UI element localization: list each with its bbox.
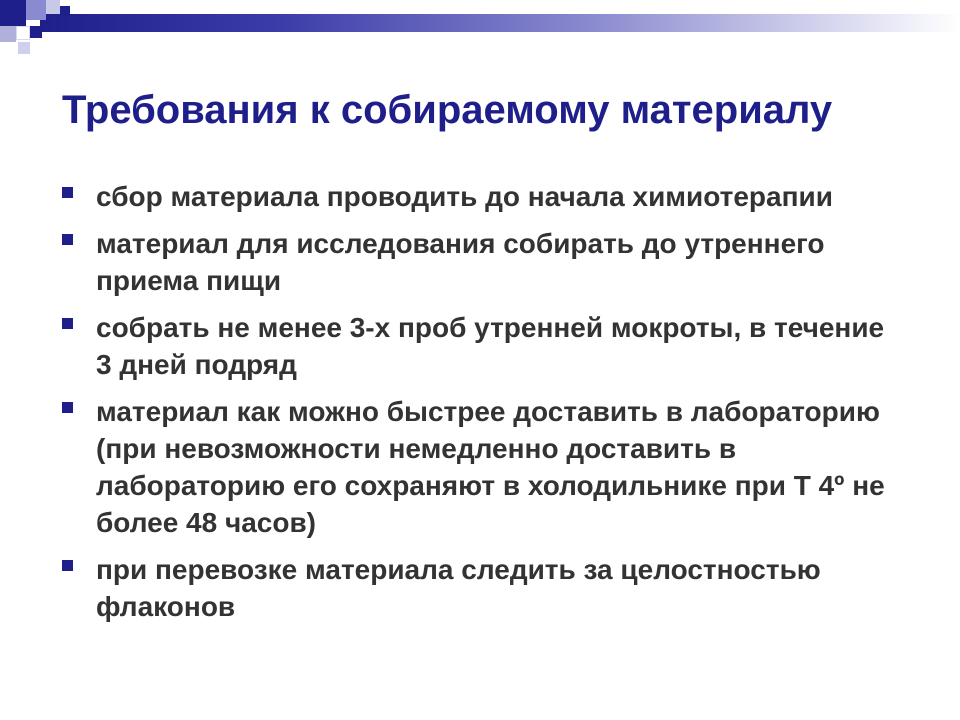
- slide-title: Требования к собираемому материалу: [62, 88, 833, 132]
- bullet-item: [62, 309, 902, 383]
- decor-square-4: [0, 26, 16, 42]
- decor-square-8: [60, 6, 70, 16]
- square-bullet-icon: [62, 234, 73, 245]
- square-bullet-icon: [62, 318, 73, 329]
- decor-square-2: [26, 0, 46, 20]
- bullet-item: [62, 551, 902, 625]
- bullet-item: [62, 225, 902, 299]
- bullet-text: материал для исследования собирать до утреннего приема пищи: [96, 228, 825, 296]
- square-bullet-icon: [62, 560, 73, 571]
- square-bullet-icon: [62, 402, 73, 413]
- bullet-item: [62, 393, 902, 541]
- bullet-text: материал как можно быстрее доставить в лабораторию (при невозможности немедленно доставить в лабораторию его сохраняют в холодильнике при Т 4º не более 48 часов): [96, 396, 885, 538]
- decor-square-3: [46, 0, 60, 14]
- decor-square-6: [30, 26, 42, 38]
- bullet-text: сбор материала проводить до начала химиотерапии: [96, 181, 833, 212]
- decor-square-1: [0, 0, 26, 26]
- bullet-list: [62, 178, 902, 635]
- bullet-text: собрать не менее 3-х проб утренней мокроты, в течение 3 дней подряд: [96, 312, 885, 380]
- bullet-item: [62, 178, 902, 215]
- bullet-text: при перевозке материала следить за целостностью флаконов: [96, 554, 821, 622]
- decor-square-5: [16, 26, 30, 40]
- decor-square-7: [18, 42, 30, 54]
- header-gradient-bar: [40, 14, 960, 32]
- square-bullet-icon: [62, 187, 73, 198]
